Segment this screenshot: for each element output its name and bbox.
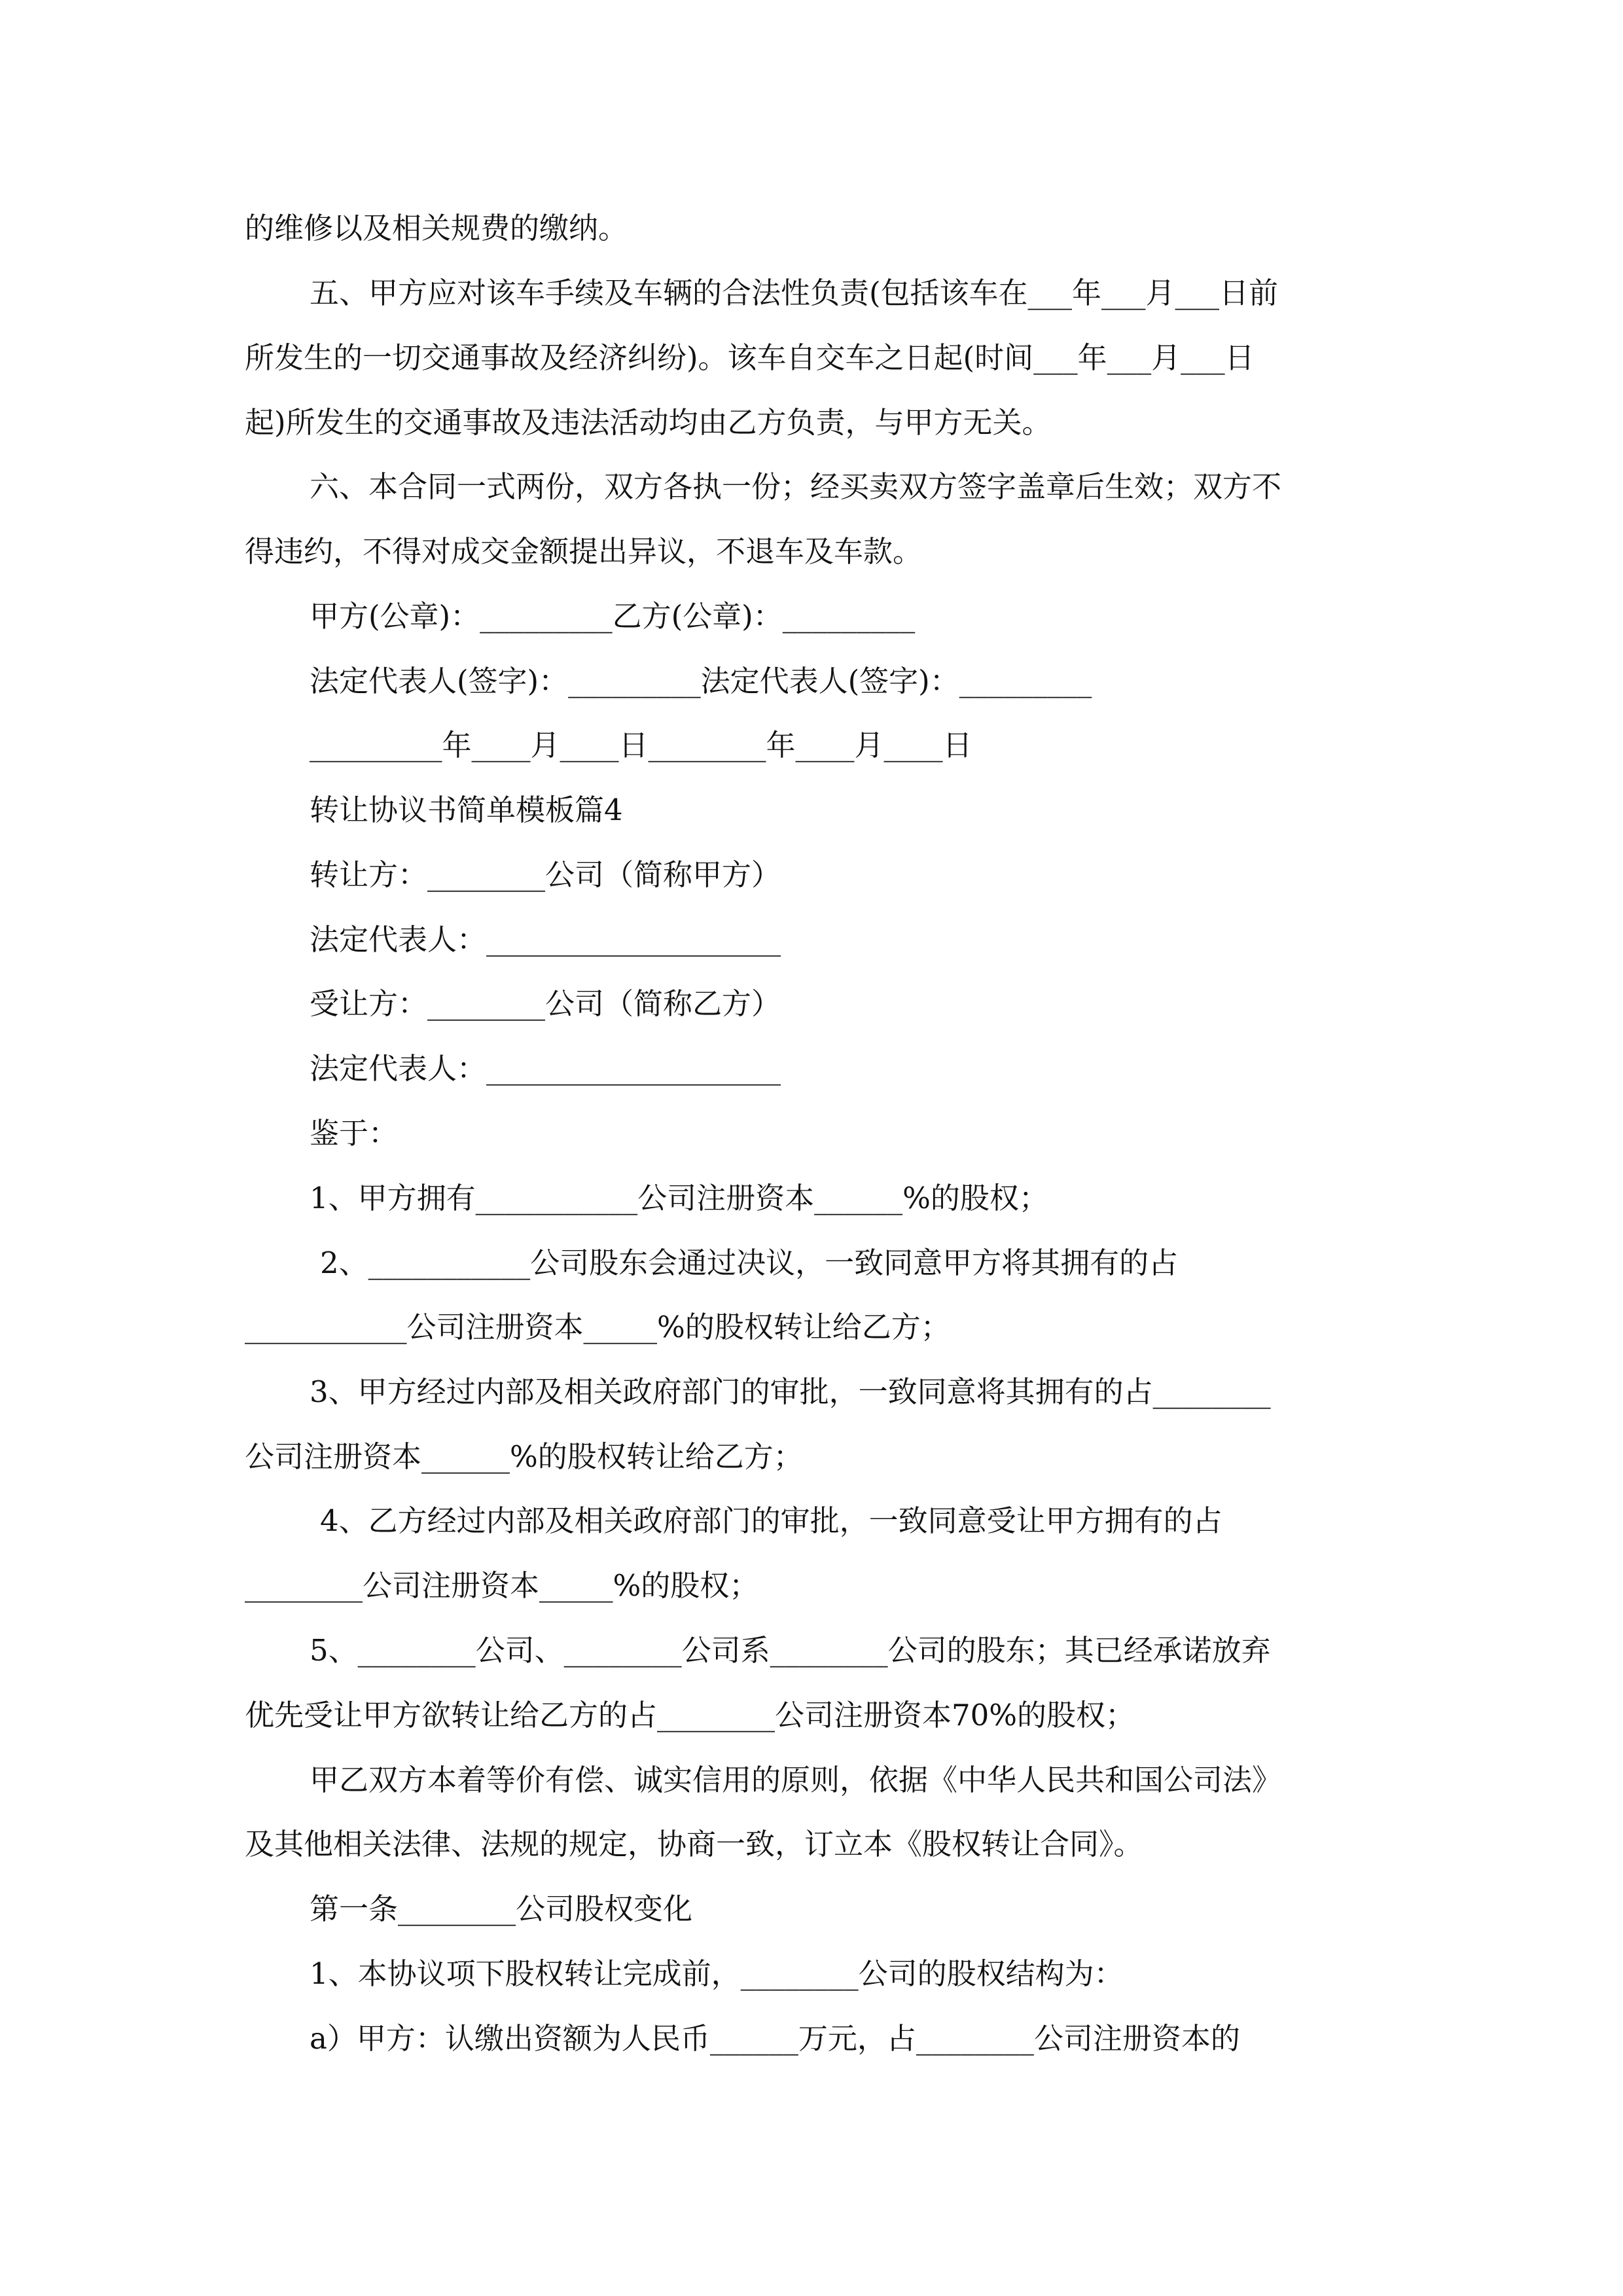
article-heading: 第一条________公司股权变化 [310,1892,693,1926]
article-item-line: 1、本协议项下股权转让完成前，________公司的股权结构为： [310,1956,1124,1991]
article-subitem-line: a）甲方：认缴出资额为人民币______万元，占________公司注册资本的 [310,2021,1240,2056]
transferor-line: 转让方：________公司（简称甲方） [310,857,781,892]
clause-six-line: 六、本合同一式两份，双方各执一份；经买卖双方签字盖章后生效；双方不 [310,469,1282,504]
whereas-line: 鉴于： [310,1116,399,1151]
recital-3-line: 3、甲方经过内部及相关政府部门的审批，一致同意将其拥有的占________ [310,1374,1271,1409]
recital-4-line: 4、乙方经过内部及相关政府部门的审批，一致同意受让甲方拥有的占 [320,1503,1222,1538]
seal-line: 甲方(公章)：_________乙方(公章)：_________ [310,599,916,634]
date-line: _________年____月____日________年____月____日 [310,728,972,762]
transferee-line: 受让方：________公司（简称乙方） [310,986,781,1021]
text-line: 公司注册资本______%的股权转让给乙方； [245,1439,803,1474]
text-line: 起)所发生的交通事故及违法活动均由乙方负责，与甲方无关。 [245,405,1052,440]
clause-five-line: 五、甲方应对该车手续及车辆的合法性负责(包括该车在___年___月___日前 [310,276,1279,310]
recital-5-line: 5、________公司、________公司系________公司的股东；其已经承诺放弃 [310,1633,1271,1668]
text-line: 所发生的一切交通事故及经济纠纷)。该车自交车之日起(时间___年___月___日 [245,340,1255,375]
text-line: ___________公司注册资本_____%的股权转让给乙方； [245,1310,950,1344]
legal-rep-line: 法定代表人：____________________ [310,922,781,957]
legal-rep-line: 法定代表人：____________________ [310,1051,781,1086]
text-line: ________公司注册资本_____%的股权； [245,1568,759,1603]
signature-line: 法定代表人(签字)：_________法定代表人(签字)：_________ [310,664,1092,698]
text-line: 及其他相关法律、法规的规定，协商一致，订立本《股权转让合同》。 [245,1827,1143,1861]
text-line: 得违约，不得对成交金额提出异议，不退车及车款。 [245,534,923,569]
recital-1-line: 1、甲方拥有___________公司注册资本______%的股权； [310,1181,1048,1215]
text-line: 的维修以及相关规费的缴纳。 [245,211,628,245]
text-line: 优先受让甲方欲转让给乙方的占________公司注册资本70%的股权； [245,1698,1135,1732]
principle-line: 甲乙双方本着等价有偿、诚实信用的原则，依据《中华人民共和国公司法》 [310,1763,1282,1797]
recital-2-line: 2、___________公司股东会通过决议，一致同意甲方将其拥有的占 [320,1246,1179,1280]
section-heading: 转让协议书简单模板篇4 [310,793,623,827]
